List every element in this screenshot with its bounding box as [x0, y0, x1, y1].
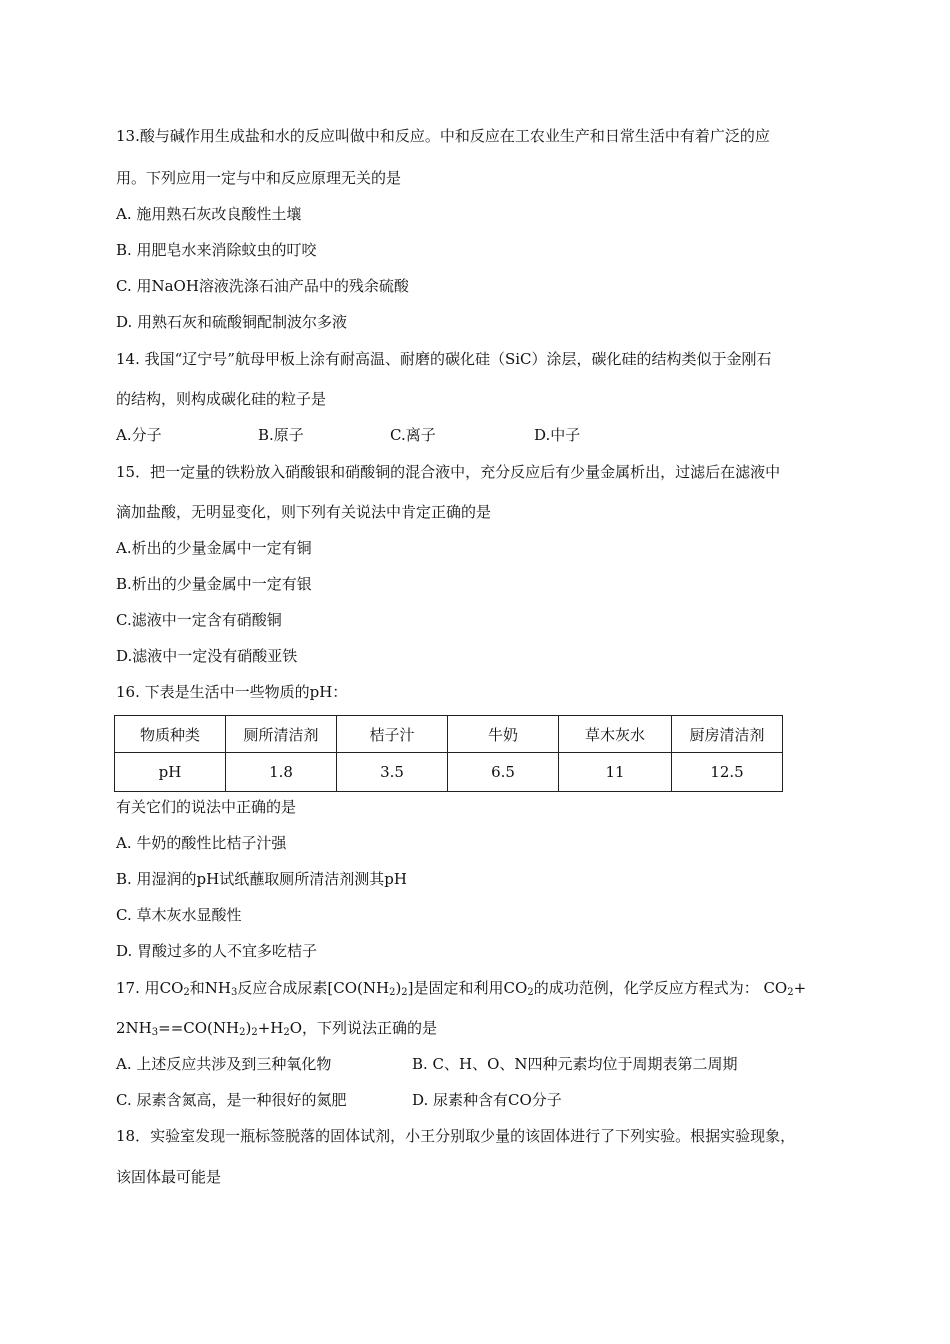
ph-table-header-cell: 厕所清洁剂: [226, 716, 337, 753]
q17-text: 和NH: [189, 979, 231, 997]
q17-option-b: B. C、H、O、N四种元素均位于周期表第二周期: [412, 1055, 738, 1073]
q17-text: ): [395, 979, 402, 997]
ph-table-header-cell: 草木灰水: [559, 716, 672, 753]
q15-option-b: B.析出的少量金属中一定有银: [116, 575, 312, 593]
subscript: 2: [389, 987, 396, 998]
ph-table-header-cell: 物质种类: [115, 716, 226, 753]
q13-option-d: D. 用熟石灰和硫酸铜配制波尔多液: [116, 313, 348, 331]
subscript: 2: [401, 987, 408, 998]
q16-option-a: A. 牛奶的酸性比桔子汁强: [116, 834, 287, 852]
q17-text: 2NH: [116, 1019, 152, 1037]
q17-text: ==CO(NH: [158, 1019, 240, 1037]
ph-table: [114, 715, 783, 792]
q13-stem-line2: 用。下列应用一定与中和反应原理无关的是: [116, 169, 402, 187]
ph-table-header-row: [115, 716, 783, 753]
ph-table-value-cell: 1.8: [226, 753, 337, 792]
q16-option-c: C. 草木灰水显酸性: [116, 906, 242, 924]
q17-text: ): [245, 1019, 252, 1037]
q17-stem-line1: [116, 978, 806, 998]
q17-option-d: D. 尿素种含有CO分子: [412, 1091, 562, 1109]
q14-option-d: D.中子: [534, 426, 581, 444]
q13-option-c: C. 用NaOH溶液洗涤石油产品中的残余硫酸: [116, 277, 409, 295]
q14-option-a: A.分子: [116, 426, 162, 444]
q18-stem-line2: 该固体最可能是: [116, 1168, 222, 1186]
ph-table-header-cell: 牛奶: [448, 716, 559, 753]
q17-text: 的成功范例，化学反应方程式为： CO: [533, 979, 788, 997]
q16-option-d: D. 胃酸过多的人不宜多吃桔子: [116, 942, 318, 960]
q14-stem-line1: 14. 我国“辽宁号”航母甲板上涂有耐高温、耐磨的碳化硅（SiC）涂层，碳化硅的结构类似于金刚石: [116, 350, 772, 368]
q16-after-table: 有关它们的说法中正确的是: [116, 798, 297, 816]
ph-table-header-cell: 厨房清洁剂: [672, 716, 783, 753]
q17-option-a: A. 上述反应共涉及到三种氧化物: [116, 1055, 332, 1073]
subscript: 2: [527, 987, 534, 998]
q18-stem-line1: 18．实验室发现一瓶标签脱落的固体试剂，小王分别取少量的该固体进行了下列实验。根据实验现象，: [116, 1127, 796, 1145]
ph-table-header-cell: 桔子汁: [337, 716, 448, 753]
subscript: 3: [231, 987, 238, 998]
q15-option-d: D.滤液中一定没有硝酸亚铁: [116, 647, 298, 665]
q15-option-a: A.析出的少量金属中一定有铜: [116, 539, 312, 557]
q17-text: 反应合成尿素[CO(NH: [237, 979, 390, 997]
q13-option-a: A. 施用熟石灰改良酸性土壤: [116, 205, 302, 223]
ph-table-value-cell: 12.5: [672, 753, 783, 792]
q17-options-row2: [116, 1090, 562, 1110]
ph-table-value-row: [115, 753, 783, 792]
q14-stem-line2: 的结构，则构成碳化硅的粒子是: [116, 390, 327, 408]
ph-table-value-cell: 11: [559, 753, 672, 792]
q16-option-b: B. 用湿润的pH试纸蘸取厕所清洁剂测其pH: [116, 870, 407, 888]
subscript: 2: [787, 987, 794, 998]
q15-stem-line2: 滴加盐酸，无明显变化，则下列有关说法中肯定正确的是: [116, 503, 492, 521]
ph-table-value-cell: 6.5: [448, 753, 559, 792]
q17-stem-line2: [116, 1018, 437, 1038]
q14-option-b: B.原子: [258, 426, 304, 444]
q17-text: +: [793, 979, 807, 997]
ph-table-value-cell: 3.5: [337, 753, 448, 792]
q17-text: ]是固定和利用CO: [407, 979, 528, 997]
q17-text: 17. 用CO: [116, 979, 184, 997]
q13-option-b: B. 用肥皂水来消除蚊虫的叮咬: [116, 241, 317, 259]
q13-stem-line1: 13.酸与碱作用生成盐和水的反应叫做中和反应。中和反应在工农业生产和日常生活中有着广泛的应: [116, 127, 770, 145]
q17-options-row1: [116, 1054, 738, 1074]
subscript: 2: [239, 1027, 246, 1038]
subscript: 2: [251, 1027, 258, 1038]
q15-option-c: C.滤液中一定含有硝酸铜: [116, 611, 282, 629]
subscript: 2: [283, 1027, 290, 1038]
q17-text: O，下列说法正确的是: [289, 1019, 438, 1037]
subscript: 3: [151, 1027, 159, 1038]
q17-option-c: C. 尿素含氮高，是一种很好的氮肥: [116, 1091, 347, 1109]
subscript: 2: [183, 987, 190, 998]
q17-text: +H: [257, 1019, 284, 1037]
q16-stem: 16. 下表是生活中一些物质的pH：: [116, 683, 348, 701]
q14-options: [116, 425, 580, 445]
q15-stem-line1: 15．把一定量的铁粉放入硝酸银和硝酸铜的混合液中，充分反应后有少量金属析出，过滤后在滤液中: [116, 463, 781, 481]
ph-table-value-cell: pH: [115, 753, 226, 792]
q14-option-c: C.离子: [390, 426, 436, 444]
